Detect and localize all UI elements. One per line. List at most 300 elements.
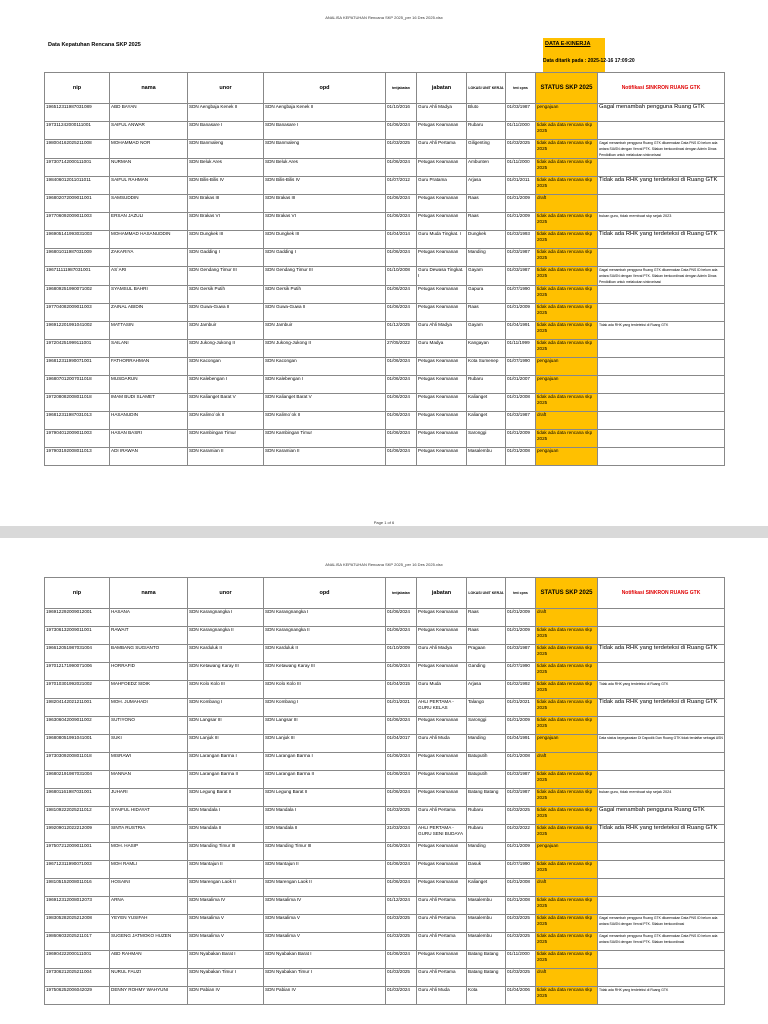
tmtcpns-cell: 01/11/2000 <box>506 951 536 969</box>
jabatan-cell: Petugas Keamanan <box>417 861 467 879</box>
tmtjabatan-cell: 01/03/2025 <box>386 140 417 159</box>
col-header-nip: nip <box>45 578 110 609</box>
jabatan-cell: Guru Muda Tingkat. I <box>417 231 467 249</box>
status-cell: pengajuan <box>536 358 598 376</box>
nip-cell: 198105152008011016 <box>45 879 110 897</box>
lokasi-cell: Masalembu <box>467 915 506 933</box>
tmtjabatan-cell: 01/06/2024 <box>386 394 417 412</box>
lokasi-cell: Gayam <box>467 322 506 340</box>
col-header-opd: opd <box>264 73 386 104</box>
tmtjabatan-cell: 01/06/2024 <box>386 879 417 897</box>
unor-cell: SDN Banmaleng <box>188 140 264 159</box>
nama-cell: MOHAMMAD NOR <box>110 140 188 159</box>
notif-cell <box>598 879 725 897</box>
unor-cell: SDN Gadding I <box>188 249 264 267</box>
tmtjabatan-cell: 01/06/2024 <box>386 195 417 213</box>
table-row <box>45 879 725 897</box>
status-cell: draft <box>536 753 598 771</box>
file-name-header: ANALISA KEPATUHAN Rencana SKP 2025_per 16 Des 2025.xlsx <box>325 562 443 567</box>
status-cell: draft <box>536 879 598 897</box>
col-header-status: STATUS SKP 2025 <box>536 73 598 104</box>
opd-cell: SDN Guwa-Guwa II <box>264 304 386 322</box>
table-row <box>45 430 725 448</box>
col-header-nama: nama <box>110 578 188 609</box>
nip-cell: 196912312008012073 <box>45 897 110 915</box>
nip-cell: 196712311990071003 <box>45 861 110 879</box>
nama-cell: ABD RAHMAN <box>110 951 188 969</box>
tmtcpns-cell: 01/03/1987 <box>506 267 536 286</box>
status-cell: tidak ada data rencana skp 2025 <box>536 915 598 933</box>
status-cell: tidak ada data rencana skp 2025 <box>536 267 598 286</box>
unor-cell: SDN Karangnangka II <box>188 627 264 645</box>
lokasi-cell: Giligenting <box>467 140 506 159</box>
table-row <box>45 915 725 933</box>
col-header-opd: opd <box>264 578 386 609</box>
notif-cell <box>598 609 725 627</box>
status-cell: pengajuan <box>536 104 598 122</box>
tmtcpns-cell: 01/03/2025 <box>506 969 536 987</box>
notif-cell <box>598 627 725 645</box>
notif-cell <box>598 951 725 969</box>
tmtjabatan-cell: 01/06/2024 <box>386 789 417 807</box>
notif-cell <box>598 430 725 448</box>
opd-cell: SDN Ketawang Karay III <box>264 663 386 681</box>
tmtjabatan-cell: 01/03/2025 <box>386 933 417 951</box>
nip-cell: 196807012007011018 <box>45 376 110 394</box>
unor-cell: SDN Banasare I <box>188 122 264 140</box>
opd-cell: SDN Kombang I <box>264 699 386 717</box>
lokasi-cell: Rubaru <box>467 807 506 825</box>
opd-cell: SDN Brakas III <box>264 195 386 213</box>
col-header-nip: nip <box>45 73 110 104</box>
status-cell: tidak ada data rencana skp 2025 <box>536 645 598 663</box>
tmtcpns-cell: 01/11/2000 <box>506 159 536 177</box>
notif-cell <box>598 969 725 987</box>
jabatan-cell: Guru Ahli Pertama <box>417 933 467 951</box>
nip-cell: 197303092008011018 <box>45 753 110 771</box>
tmtcpns-cell: 01/01/2009 <box>506 195 536 213</box>
opd-cell: SDN Legung Barat II <box>264 789 386 807</box>
notif-cell: Gagal menambah pengguna Ruang GTK <box>598 104 725 122</box>
unor-cell: SDN Karangnangka I <box>188 609 264 627</box>
col-header-unor: unor <box>188 578 264 609</box>
lokasi-cell: Saronggi <box>467 430 506 448</box>
nip-cell: 196809251990071002 <box>45 286 110 304</box>
nama-cell: HASANA <box>110 609 188 627</box>
tmtcpns-cell: 01/01/2011 <box>506 177 536 195</box>
tmtjabatan-cell: 01/06/2024 <box>386 286 417 304</box>
table-row <box>45 140 725 159</box>
opd-cell: SDN Gadding I <box>264 249 386 267</box>
opd-cell: SDN Masalima IV <box>264 897 386 915</box>
tmtjabatan-cell: 01/06/2024 <box>386 249 417 267</box>
jabatan-cell: Guru Ahli Madya <box>417 322 467 340</box>
lokasi-cell: Manding <box>467 735 506 753</box>
jabatan-cell: Petugas Keamanan <box>417 789 467 807</box>
nip-cell: 198406012011011011 <box>45 177 110 195</box>
nip-cell: 196812311987031013 <box>45 412 110 430</box>
jabatan-cell: Petugas Keamanan <box>417 304 467 322</box>
table-row <box>45 861 725 879</box>
opd-cell: SDN Gersik Putih <box>264 286 386 304</box>
opd-cell: SDN Beluk Ares <box>264 159 386 177</box>
nip-cell: 198305282025212008 <box>45 915 110 933</box>
tmtjabatan-cell: 01/06/2024 <box>386 430 417 448</box>
tmtcpns-cell: 01/03/2025 <box>506 933 536 951</box>
lokasi-cell: Kalianget <box>467 879 506 897</box>
tmtcpns-cell: 01/03/1987 <box>506 249 536 267</box>
status-cell: tidak ada data rencana skp 2025 <box>536 286 598 304</box>
notif-cell: Data status kepegawaian Di Dapodik Dan Ruang GTK tidak terdaftar sebagai ASN <box>598 735 725 753</box>
opd-cell: SDN Jambuir <box>264 322 386 340</box>
tmtjabatan-cell: 01/10/2009 <box>386 645 417 663</box>
unor-cell: SDN Larangan Barma I <box>188 753 264 771</box>
status-cell: tidak ada data rencana skp 2025 <box>536 122 598 140</box>
tmtcpns-cell: 01/03/1987 <box>506 104 536 122</box>
nama-cell: MOH RAMLI <box>110 861 188 879</box>
tmtcpns-cell: 01/03/2025 <box>506 807 536 825</box>
tmtjabatan-cell: 01/06/2024 <box>386 412 417 430</box>
nama-cell: MOH. HASIP <box>110 843 188 861</box>
jabatan-cell: Petugas Keamanan <box>417 286 467 304</box>
notif-cell <box>598 717 725 735</box>
nip-cell: 197903192008011013 <box>45 448 110 466</box>
opd-cell: SDN Karamian II <box>264 448 386 466</box>
unor-cell: SDN Masalima V <box>188 915 264 933</box>
lokasi-cell: Batuputih <box>467 753 506 771</box>
nip-cell: 197706092009011003 <box>45 213 110 231</box>
status-cell: tidak ada data rencana skp 2025 <box>536 825 598 843</box>
table-row <box>45 376 725 394</box>
lokasi-cell: Batuputih <box>467 771 506 789</box>
unor-cell: SDN Brakas VI <box>188 213 264 231</box>
opd-cell: SDN Kalebengan I <box>264 376 386 394</box>
table-row <box>45 933 725 951</box>
jabatan-cell: Petugas Keamanan <box>417 430 467 448</box>
nip-cell: 196711111987031001 <box>45 267 110 286</box>
tmtcpns-cell: 01/03/1987 <box>506 789 536 807</box>
tmtjabatan-cell: 01/07/2012 <box>386 177 417 195</box>
tmtjabatan-cell: 01/06/2024 <box>386 951 417 969</box>
data-ekinerja-badge <box>543 38 605 74</box>
nama-cell: AS`ARI <box>110 267 188 286</box>
status-cell: tidak ada data rencana skp 2025 <box>536 861 598 879</box>
lokasi-cell: Batang Batang <box>467 789 506 807</box>
nip-cell: 197010301992021002 <box>45 681 110 699</box>
jabatan-cell: AHLI PERTAMA - GURU SENI BUDAYA <box>417 825 467 843</box>
nip-cell: 197307142000111001 <box>45 159 110 177</box>
tmtcpns-cell: 01/01/2008 <box>506 753 536 771</box>
status-cell: pengajuan <box>536 448 598 466</box>
nip-cell: 196912292009012001 <box>45 609 110 627</box>
opd-cell: SDN Karangnangka I <box>264 609 386 627</box>
unor-cell: SDN Legung Barat II <box>188 789 264 807</box>
tmtjabatan-cell: 01/03/2025 <box>386 915 417 933</box>
nama-cell: SAMSUDDIN <box>110 195 188 213</box>
nama-cell: NURMAN <box>110 159 188 177</box>
unor-cell: SDN Kacongan <box>188 358 264 376</box>
table-row <box>45 807 725 825</box>
notif-cell <box>598 122 725 140</box>
tmtjabatan-cell: 01/06/2024 <box>386 717 417 735</box>
status-cell: tidak ada data rencana skp 2025 <box>536 322 598 340</box>
col-header-nama: nama <box>110 73 188 104</box>
nip-cell: 196612051987031004 <box>45 645 110 663</box>
status-cell: tidak ada data rencana skp 2025 <box>536 807 598 825</box>
nama-cell: DENNY ROHMY WAHYUNI <box>110 987 188 1005</box>
table-row <box>45 159 725 177</box>
opd-cell: SDN Lanjuk III <box>264 735 386 753</box>
lokasi-cell: Ganding <box>467 663 506 681</box>
nama-cell: SUGENG JATMOKO HUZEN <box>110 933 188 951</box>
tmtcpns-cell: 01/01/2009 <box>506 213 536 231</box>
table-row <box>45 951 725 969</box>
tmtjabatan-cell: 01/06/2024 <box>386 213 417 231</box>
nama-cell: ABD BAYAN <box>110 104 188 122</box>
nip-cell: 196801161987031001 <box>45 789 110 807</box>
nip-cell: 196812311990071001 <box>45 358 110 376</box>
unor-cell: SDN Dungkek III <box>188 231 264 249</box>
nama-cell: ADI IRAWAN <box>110 448 188 466</box>
tmtjabatan-cell: 01/06/2024 <box>386 358 417 376</box>
nama-cell: MATTASIN <box>110 322 188 340</box>
tmtcpns-cell: 01/01/2007 <box>506 376 536 394</box>
tmtcpns-cell: 01/01/2009 <box>506 304 536 322</box>
status-cell: draft <box>536 195 598 213</box>
notif-cell <box>598 753 725 771</box>
table-row <box>45 627 725 645</box>
unor-cell: SDN Pabian IV <box>188 987 264 1005</box>
lokasi-cell: Raas <box>467 213 506 231</box>
tmtcpns-cell: 01/01/2009 <box>506 627 536 645</box>
tmtcpns-cell: 01/01/2009 <box>506 609 536 627</box>
opd-cell: SDN Nyabakan Barat I <box>264 951 386 969</box>
nama-cell: SUTIYONO <box>110 717 188 735</box>
nip-cell: 197506252006042029 <box>45 987 110 1005</box>
status-cell: draft <box>536 969 598 987</box>
jabatan-cell: Petugas Keamanan <box>417 122 467 140</box>
status-cell: tidak ada data rencana skp 2025 <box>536 304 598 322</box>
report-title: Data Kepatuhan Rencana SKP 2025 <box>48 42 141 48</box>
jabatan-cell: Guru Ahli Pertama <box>417 969 467 987</box>
table-row <box>45 699 725 717</box>
jabatan-cell: Guru Ahli Pertama <box>417 915 467 933</box>
nama-cell: HASANUDIN <box>110 412 188 430</box>
tmtcpns-cell: 01/03/2025 <box>506 140 536 159</box>
table-row <box>45 104 725 122</box>
jabatan-cell: Guru Muda <box>417 681 467 699</box>
table-row <box>45 789 725 807</box>
nama-cell: BAMBANG SUGIANTO <box>110 645 188 663</box>
notif-cell: Gagal menambah pengguna Ruang GTK dikarenakan Data PNS ID belum ada antara SIASN dengan Verval PTK. Silakan berkoordinasi dengan Admin Dinas Pendidikan untuk melakukan sinkronisasi <box>598 140 725 159</box>
opd-cell: SDN Bilis-Bilis IV <box>264 177 386 195</box>
status-cell: tidak ada data rencana skp 2025 <box>536 663 598 681</box>
tmtjabatan-cell: 01/04/2014 <box>386 231 417 249</box>
notif-cell: Gagal menambah pengguna Ruang GTK dikarenakan Data PNS ID belum ada antara SIASN dengan Verval PTK. Silakan berkoordinasi <box>598 915 725 933</box>
notif-cell <box>598 304 725 322</box>
tmtcpns-cell: 01/03/2025 <box>506 915 536 933</box>
tmtjabatan-cell: 01/06/2024 <box>386 663 417 681</box>
tmtcpns-cell: 01/11/2000 <box>506 122 536 140</box>
table-row <box>45 213 725 231</box>
notif-cell <box>598 663 725 681</box>
opd-cell: SDN Nyabakan Timur I <box>264 969 386 987</box>
tmtjabatan-cell: 01/06/2024 <box>386 609 417 627</box>
lokasi-cell: Talango <box>467 699 506 717</box>
opd-cell: SDN Kolo Kolo III <box>264 681 386 699</box>
tmtjabatan-cell: 01/03/2024 <box>386 987 417 1005</box>
unor-cell: SDN Marengan Laok II <box>188 879 264 897</box>
jabatan-cell: Petugas Keamanan <box>417 753 467 771</box>
unor-cell: SDN Kombang I <box>188 699 264 717</box>
jabatan-cell: Petugas Keamanan <box>417 448 467 466</box>
table-row <box>45 969 725 987</box>
lokasi-cell: Batang Batang <box>467 969 506 987</box>
nip-cell: 196512311987031089 <box>45 104 110 122</box>
data-ekinerja-link[interactable]: DATA E-KINERJA <box>545 41 591 47</box>
notif-cell: Gagal menambah pengguna Ruang GTK dikarenakan Data PNS ID belum ada antara SIASN dengan Verval PTK. Silakan berkoordinasi dengan Admin Dinas Pendidikan untuk melakukan sinkronisasi <box>598 267 725 286</box>
jabatan-cell: Guru Ahli Pertama <box>417 897 467 915</box>
nama-cell: ARNA <box>110 897 188 915</box>
tmtcpns-cell: 01/03/1993 <box>506 231 536 249</box>
jabatan-cell: Petugas Keamanan <box>417 358 467 376</box>
table-row <box>45 753 725 771</box>
table-row <box>45 448 725 466</box>
status-cell: tidak ada data rencana skp 2025 <box>536 249 598 267</box>
nip-cell: 197904012009011003 <box>45 430 110 448</box>
unor-cell: SDN Langsar III <box>188 717 264 735</box>
nama-cell: MISRAWI <box>110 753 188 771</box>
lokasi-cell: Kangayan <box>467 340 506 358</box>
unor-cell: SDN Jambuir <box>188 322 264 340</box>
lokasi-cell: Raas <box>467 304 506 322</box>
table-row <box>45 771 725 789</box>
jabatan-cell: Guru Pratama <box>417 177 467 195</box>
status-cell: tidak ada data rencana skp 2025 <box>536 430 598 448</box>
nip-cell: 198109222025211012 <box>45 807 110 825</box>
nama-cell: ZAKARIYA <box>110 249 188 267</box>
jabatan-cell: Petugas Keamanan <box>417 609 467 627</box>
unor-cell: SDN Gersik Putih <box>188 286 264 304</box>
nip-cell: 196306042009011002 <box>45 717 110 735</box>
unor-cell: SDN Guwa-Guwa II <box>188 304 264 322</box>
lokasi-cell: Rubaru <box>467 122 506 140</box>
unor-cell: SDN Brakas III <box>188 195 264 213</box>
col-header-jabatan: jabatan <box>417 73 467 104</box>
table-row <box>45 412 725 430</box>
table-row <box>45 987 725 1005</box>
opd-cell: SDN Jukong-Jukong II <box>264 340 386 358</box>
opd-cell: SDN Larangan Barma I <box>264 753 386 771</box>
table-row <box>45 681 725 699</box>
status-cell: pengajuan <box>536 735 598 753</box>
tmtcpns-cell: 01/04/1991 <box>506 322 536 340</box>
lokasi-cell: Bluto <box>467 104 506 122</box>
unor-cell: SDN Kalimo`ok II <box>188 412 264 430</box>
status-cell: tidak ada data rencana skp 2025 <box>536 789 598 807</box>
nip-cell: 197204251999111001 <box>45 340 110 358</box>
table-header-row <box>45 578 725 609</box>
notif-cell <box>598 448 725 466</box>
page-footer: Page 1 of 6 <box>373 520 395 525</box>
unor-cell: SDN Kalianget Barat V <box>188 394 264 412</box>
unor-cell: SDN Masalima V <box>188 933 264 951</box>
opd-cell: SDN Kambingan Timur <box>264 430 386 448</box>
tmtjabatan-cell: 01/04/2015 <box>386 681 417 699</box>
nama-cell: YEYEN YUSIFAH <box>110 915 188 933</box>
status-cell: draft <box>536 609 598 627</box>
notif-cell <box>598 771 725 789</box>
nama-cell: MAHFOEDZ SIDIK <box>110 681 188 699</box>
opd-cell: SDN Mantajun II <box>264 861 386 879</box>
notif-cell: bukan guru, tidak membuat skp sejak 2024 <box>598 789 725 807</box>
table-row <box>45 177 725 195</box>
tmtjabatan-cell: 01/06/2024 <box>386 304 417 322</box>
tmtjabatan-cell: 01/06/2024 <box>386 627 417 645</box>
nama-cell: NURUL FAUZI <box>110 969 188 987</box>
nip-cell: 196801011987031009 <box>45 249 110 267</box>
nama-cell: SYAMSUL BAHRI <box>110 286 188 304</box>
status-cell: tidak ada data rencana skp 2025 <box>536 394 598 412</box>
tmtcpns-cell: 01/02/1992 <box>506 681 536 699</box>
unor-cell: SDN Nyabakan Barat I <box>188 951 264 969</box>
tmtjabatan-cell: 21/03/2024 <box>386 825 417 843</box>
lokasi-cell: Batang Batang <box>467 951 506 969</box>
tmtcpns-cell: 01/07/1990 <box>506 358 536 376</box>
jabatan-cell: Petugas Keamanan <box>417 394 467 412</box>
table-row <box>45 394 725 412</box>
tmtcpns-cell: 01/01/2008 <box>506 897 536 915</box>
opd-cell: SDN Aengbaja Kenek II <box>264 104 386 122</box>
lokasi-cell: Kota Sumenep <box>467 358 506 376</box>
notif-cell <box>598 358 725 376</box>
table-row <box>45 195 725 213</box>
table-row <box>45 663 725 681</box>
lokasi-cell: Arjasa <box>467 177 506 195</box>
lokasi-cell: Kalianget <box>467 412 506 430</box>
tmtcpns-cell: 01/04/2006 <box>506 987 536 1005</box>
jabatan-cell: Petugas Keamanan <box>417 771 467 789</box>
status-cell: tidak ada data rencana skp 2025 <box>536 177 598 195</box>
status-cell: tidak ada data rencana skp 2025 <box>536 340 598 358</box>
lokasi-cell: Arjasa <box>467 681 506 699</box>
nama-cell: MUSDARUN <box>110 376 188 394</box>
notif-cell <box>598 394 725 412</box>
jabatan-cell: Petugas Keamanan <box>417 412 467 430</box>
notif-cell <box>598 843 725 861</box>
jabatan-cell: Petugas Keamanan <box>417 627 467 645</box>
lokasi-cell: Gayam <box>467 267 506 286</box>
nip-cell: 198606032025211017 <box>45 933 110 951</box>
jabatan-cell: Petugas Keamanan <box>417 951 467 969</box>
opd-cell: SDN Gendang Timur III <box>264 267 386 286</box>
table-row <box>45 267 725 286</box>
skp-table-page-1 <box>44 72 725 466</box>
opd-cell: SDN Masalima V <box>264 915 386 933</box>
nip-cell: 197012171990071006 <box>45 663 110 681</box>
status-cell: tidak ada data rencana skp 2025 <box>536 231 598 249</box>
unor-cell: SDN Karamian II <box>188 448 264 466</box>
nama-cell: ERSAN JAZULI <box>110 213 188 231</box>
nip-cell: 196802072009011001 <box>45 195 110 213</box>
status-cell: tidak ada data rencana skp 2025 <box>536 140 598 159</box>
status-cell: tidak ada data rencana skp 2025 <box>536 213 598 231</box>
lokasi-cell: Raas <box>467 195 506 213</box>
nip-cell: 196808051991041001 <box>45 735 110 753</box>
notif-cell <box>598 897 725 915</box>
jabatan-cell: Petugas Keamanan <box>417 249 467 267</box>
nama-cell: HORRAFID <box>110 663 188 681</box>
